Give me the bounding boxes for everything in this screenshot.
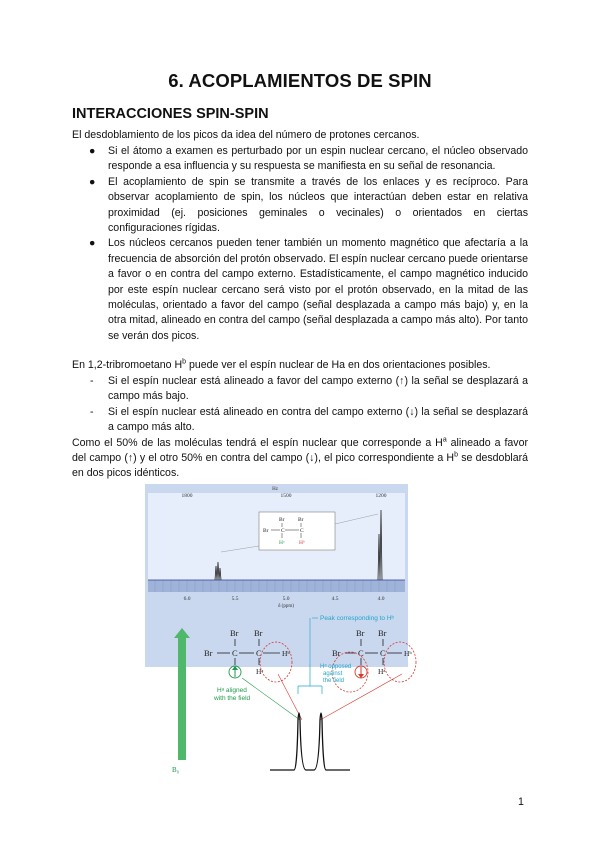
- list-item: - Si el espín nuclear está alineado a favor del campo externo (↑) la señal se desplazará a campo más bajo.: [90, 375, 528, 403]
- svg-text:Br: Br: [279, 517, 285, 523]
- hb-highlight-left: [260, 642, 292, 682]
- svg-text:Br: Br: [332, 648, 341, 658]
- conclusion-paragraph: Como el 50% de las moléculas tendrá el espín nuclear que corresponde a $H^a$ alineado a favor del campo (↑) y el otro 50% en contra del campo (↓), el pico correspondiente a $H^b$ se desdoblará en dos picos idénticos.: [72, 436, 529, 479]
- left-molecule: [204, 628, 290, 676]
- doublet-tree: [298, 664, 322, 694]
- dash-list: [72, 374, 528, 436]
- spectrum-xlabel: δ (ppm): [278, 604, 294, 609]
- doublet-peaks: [270, 713, 350, 770]
- svg-text:C: C: [300, 528, 304, 534]
- spectrum-top-label: Hz: [272, 487, 278, 492]
- left-caption: with the field: [214, 695, 251, 702]
- svg-text:C: C: [281, 528, 285, 534]
- peak-label: Peak corresponding to Hᵇ: [320, 615, 394, 622]
- spectrum-axis-band: [148, 580, 405, 592]
- section-heading: INTERACCIONES SPIN-SPIN: [72, 106, 269, 122]
- page-title: 6. ACOPLAMIENTOS DE SPIN: [168, 70, 432, 91]
- dash-marker: -: [90, 405, 94, 418]
- list-item: - Si el espín nuclear está alineado en contra del campo externo (↓) la señal se desplazará a campo más alto.: [90, 405, 528, 434]
- left-bonds: [217, 639, 280, 665]
- dash-marker: -: [90, 375, 94, 387]
- svg-text:6.0: 6.0: [183, 596, 191, 602]
- bullet-icon: ●: [89, 175, 96, 188]
- svg-text:Hᵃ: Hᵃ: [279, 540, 285, 546]
- spin-coupling-diagram: [160, 610, 450, 778]
- svg-text:Br: Br: [230, 628, 239, 638]
- right-caption: the field: [323, 678, 345, 684]
- svg-text:C: C: [256, 648, 262, 658]
- svg-text:Br: Br: [263, 528, 269, 534]
- svg-text:5.0: 5.0: [282, 596, 290, 602]
- svg-text:C: C: [232, 648, 238, 658]
- svg-text:Br: Br: [298, 517, 304, 523]
- svg-text:Hᵃ: Hᵃ: [378, 667, 386, 676]
- bullet-list: [72, 144, 528, 344]
- list-item: ● El acoplamiento de spin se transmite a través de los enlaces y es recíproco. Para observar acoplamiento de spin, los núcleos que interactúan deben estar en relativa proximidad (ej. posiciones geminales o vecinales) o orientados en ciertas configuraciones rígidas.: [89, 175, 528, 235]
- list-item: ● Los núcleos cercanos pueden tener también un momento magnético que afectaría a la frecuencia de absorción del protón observado. El espín nuclear cercano puede orientarse a favor o en contra del campo externo. Estadísticamente, el campo magnético inducido por este espín nuclear cercano será visto por el protón observado, en la mitad de las moléculas, orientado a favor del campo (señal desplazada a campo más bajo) y, en la otra mitad, alineado en contra del campo (señal desplazada a campo más alto). Por tanto se verán dos picos.: [89, 237, 528, 342]
- svg-text:Br: Br: [254, 628, 263, 638]
- svg-text:5.5: 5.5: [231, 596, 239, 602]
- svg-text:C: C: [380, 648, 386, 658]
- svg-text:Hᵃ: Hᵃ: [256, 667, 264, 676]
- spectrum-top-tick: 1500: [280, 493, 292, 499]
- list-item: ● Si el átomo a examen es perturbado por un espin nuclear cercano, el núcleo observado responde a esa influencia y su respuesta se manifiesta en su señal de resonancia.: [89, 145, 528, 173]
- bullet-icon: ●: [89, 145, 96, 157]
- page-number: 1: [518, 796, 524, 808]
- svg-text:Hᵇ: Hᵇ: [404, 649, 412, 658]
- svg-text:Br: Br: [378, 628, 387, 638]
- field-label: B₀: [172, 766, 180, 774]
- svg-text:4.0: 4.0: [377, 596, 385, 602]
- spectrum-top-tick: 1800: [181, 493, 193, 499]
- spectrum-top-tick: 1200: [375, 493, 387, 499]
- left-caption: Hᵃ aligned: [217, 687, 247, 694]
- field-arrow-icon: [174, 628, 190, 760]
- svg-text:Br: Br: [204, 648, 213, 658]
- hb-highlight-right: [384, 642, 416, 682]
- svg-text:C: C: [358, 648, 364, 658]
- intro-paragraph: El desdoblamiento de los picos da idea del número de protones cercanos.: [72, 129, 420, 141]
- svg-text:Br: Br: [356, 628, 365, 638]
- bullet-icon: ●: [89, 237, 96, 250]
- svg-text:Hᵇ: Hᵇ: [282, 649, 290, 658]
- svg-text:Hᵇ: Hᵇ: [299, 540, 305, 546]
- right-caption: against: [323, 671, 343, 677]
- example-paragraph: En 1,2-tribromoetano $H^b$ puede ver el espín nuclear de Ha en dos orientaciones posibles.: [72, 358, 491, 371]
- molecule-inset: [259, 512, 335, 550]
- svg-text:4.5: 4.5: [331, 596, 339, 602]
- right-caption: Hᵃ opposed: [320, 664, 352, 670]
